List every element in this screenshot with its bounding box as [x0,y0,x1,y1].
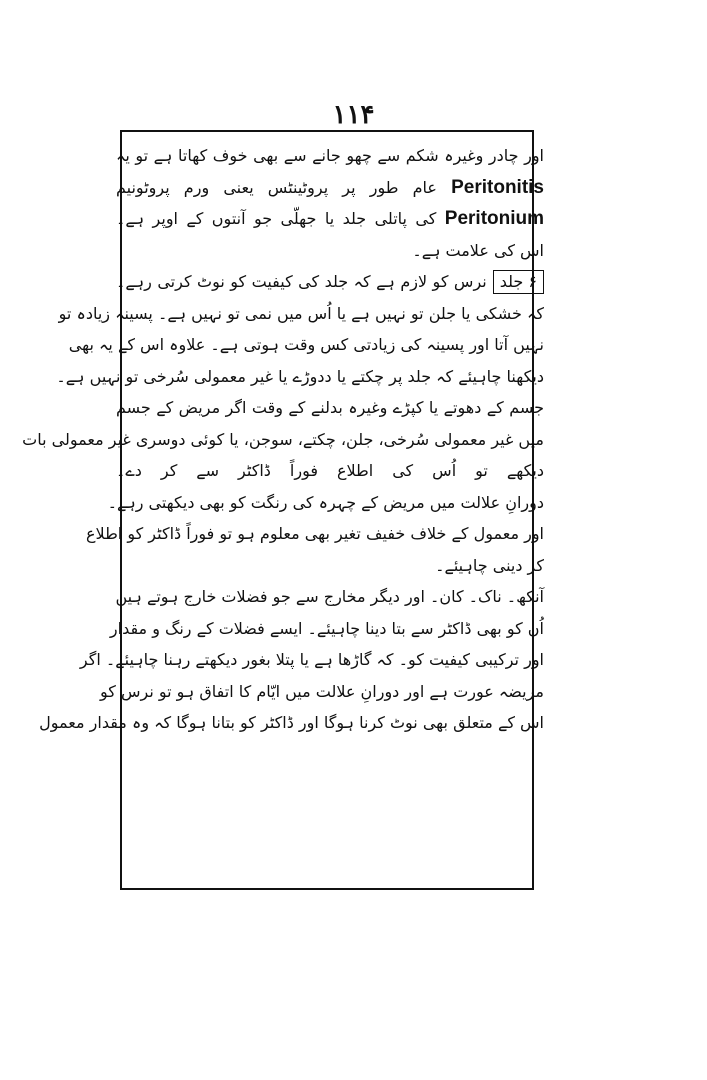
text-line-12: دورانِ علالت میں مریض کے چہرہ کی رنگت کو بھی دیکھتی رہے۔ [107,492,544,512]
text-line-14: کر دینی چاہیئے۔ [435,555,544,575]
text-line-2-body: عام طور پر پروٹینٹس یعنی ورم پروٹونیم [116,177,437,197]
text-line-13: اور معمول کے خلاف خفیف تغیر بھی معلوم ہو تو فوراً ڈاکٹر کو اطلاع [85,524,544,543]
term-peritonium: Peritonium [444,208,545,229]
term-peritonitis: Peritonitis [451,176,544,198]
text-line-17: اور ترکیبی کیفیت کو۔ کہ گاڑھا ہے یا پتلا بغور دیکھتے رہنا چاہیئے۔ اگر [79,650,544,669]
text-line-4: اس کی علامت ہے۔ [412,240,544,260]
text-line-18: مریضہ عورت ہے اور دورانِ علالت میں ایّام کا اتفاق ہو تو نرس کو [99,681,544,701]
section-label-skin: ۶ جلد [493,270,544,294]
text-line-10: میں غیر معمولی سُرخی، جلن، چکتے، سوجن، یا کوئی دوسری غیر معمولی بات [22,429,544,449]
text-line-19: اس کے متعلق بھی نوٹ کرنا ہوگا اور ڈاکٹر کو بتانا ہوگا کہ وہ مقدار معمول [39,713,544,732]
page-number: ۱۱۴ [332,100,375,130]
text-line-9: جسم کے دھوتے یا کپڑے وغیرہ بدلنے کے وقت اگر مریض کے جسم [116,398,544,417]
text-line-1: اور چادر وغیرہ شکم سے چھو جانے سے بھی خوف کھاتا ہے تو یہ [116,146,544,165]
text-line-8: دیکھنا چاہیئے کہ جلد پر چکتے یا ددوڑے یا غیر معمولی سُرخی تو نہیں ہے۔ [56,366,544,386]
text-line-7: نہیں آتا اور پسینہ کی زیادتی کس وقت ہوتی ہے۔ علاوہ اس کے یہ بھی [68,335,544,354]
text-line-11: دیکھے تو اُس کی اطلاع فوراً ڈاکٹر سے کر دے۔ [116,461,544,480]
text-line-5-body: نرس کو لازم ہے کہ جلد کی کیفیت کو نوٹ کرتی رہے۔ [116,272,487,291]
text-line-5 [110,266,550,298]
text-line-3-body: کی پاتلی جلد یا جھلّی جو آنتوں کے اوپر ہے۔ [116,209,437,228]
text-line-15: آنکھ۔ ناک۔ کان۔ اور دیگر مخارج سے جو فضلات خارج ہوتے ہیں [115,587,544,606]
text-line-2 [110,172,550,204]
page-body [22,140,550,739]
text-line-16: اُن کو بھی ڈاکٹر سے بتا دینا چاہیئے۔ ایسے فضلات کے رنگ و مقدار [109,618,544,638]
text-line-3 [110,203,550,235]
text-line-6: کہ خشکی یا جلن تو نہیں ہے یا اُس میں نمی تو نہیں ہے۔ پسینہ زیادہ تو [58,303,544,323]
